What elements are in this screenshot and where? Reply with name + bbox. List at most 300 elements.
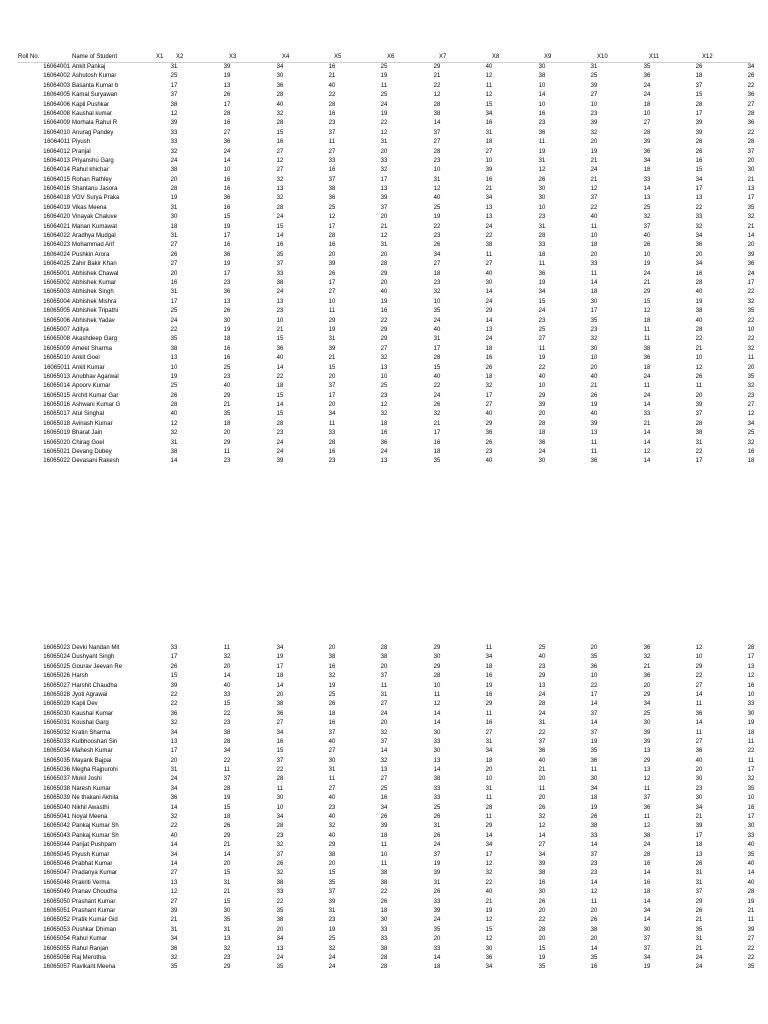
score-cell-x5: 24 — [380, 710, 388, 717]
score-cell-x3: 13 — [276, 945, 284, 952]
table-row — [18, 392, 755, 401]
student-name-cell: Naresh Kumar — [72, 785, 111, 792]
score-cell-x3: 22 — [276, 898, 284, 905]
score-cell-x10: 19 — [643, 261, 651, 268]
score-cell-x8: 29 — [538, 673, 546, 680]
score-cell-x10: 33 — [643, 176, 651, 183]
score-cell-x2: 23 — [223, 279, 231, 286]
score-cell-x12: 11 — [747, 917, 755, 924]
score-cell-x3: 38 — [276, 701, 284, 708]
score-cell-x2: 16 — [223, 345, 231, 352]
score-cell-x3: 34 — [276, 729, 284, 736]
score-cell-x12: 13 — [747, 186, 755, 193]
score-cell-x5: 37 — [380, 204, 388, 211]
header-x7: X7 — [439, 54, 447, 60]
table-row — [18, 672, 755, 681]
score-cell-x9: 35 — [590, 654, 598, 661]
score-cell-x7: 18 — [485, 345, 493, 352]
score-cell-x12: 22 — [747, 82, 755, 89]
score-cell-x12: 18 — [747, 729, 755, 736]
score-cell-x10: 36 — [643, 355, 651, 362]
score-cell-x8: 28 — [538, 233, 546, 240]
score-cell-x12: 36 — [747, 261, 755, 268]
score-cell-x11: 21 — [695, 945, 703, 952]
score-cell-x6: 39 — [433, 907, 441, 914]
score-cell-x11: 36 — [695, 748, 703, 755]
table-row — [18, 288, 755, 297]
score-cell-x10: 21 — [643, 420, 651, 427]
roll-number-cell: 16065001 — [43, 270, 70, 277]
score-cell-x3: 22 — [276, 767, 284, 774]
score-cell-x6: 24 — [433, 917, 441, 924]
score-cell-x11: 28 — [695, 326, 703, 333]
score-cell-x12: 20 — [747, 242, 755, 249]
score-cell-x8: 28 — [538, 420, 546, 427]
score-cell-x7: 27 — [485, 261, 493, 268]
student-name-cell: Pratik Kumar Gid — [72, 917, 118, 924]
score-cell-x1: 22 — [170, 691, 178, 698]
score-cell-x7: 12 — [485, 92, 493, 99]
score-cell-x4: 31 — [328, 767, 336, 774]
roll-number-cell: 16065033 — [43, 738, 70, 745]
score-cell-x7: 34 — [485, 110, 493, 117]
score-cell-x1: 31 — [170, 204, 178, 211]
score-cell-x11: 12 — [695, 645, 703, 651]
score-cell-x4: 33 — [328, 157, 336, 164]
score-cell-x12: 19 — [747, 898, 755, 905]
score-cell-x5: 25 — [380, 383, 388, 390]
roll-number-cell: 16065024 — [43, 654, 70, 661]
header-x11: X11 — [649, 54, 660, 60]
score-cell-x4: 28 — [328, 439, 336, 446]
score-cell-x5: 12 — [380, 233, 388, 240]
score-cell-x2: 32 — [223, 945, 231, 952]
score-cell-x11: 10 — [695, 355, 703, 362]
score-cell-x10: 18 — [643, 364, 651, 371]
table-row — [18, 270, 755, 279]
student-name-cell: Aradhya Mudgal — [72, 233, 116, 240]
score-cell-x5: 16 — [380, 308, 388, 315]
roll-number-cell: 16065046 — [43, 860, 70, 867]
score-cell-x4: 20 — [328, 251, 336, 258]
score-cell-x12: 11 — [747, 355, 755, 362]
table-row — [18, 185, 755, 194]
score-cell-x12: 14 — [747, 870, 755, 877]
score-cell-x2: 37 — [223, 776, 231, 783]
score-cell-x9: 17 — [590, 308, 598, 315]
table-row — [18, 241, 755, 250]
score-cell-x3: 26 — [276, 860, 284, 867]
student-name-cell: Parijat Pushpam — [72, 842, 117, 849]
score-cell-x12: 17 — [747, 814, 755, 821]
score-cell-x2: 29 — [223, 832, 231, 839]
score-cell-x1: 20 — [170, 270, 178, 277]
table-row — [18, 851, 755, 860]
score-cell-x11: 31 — [695, 870, 703, 877]
score-cell-x4: 29 — [328, 842, 336, 849]
score-cell-x2: 19 — [223, 795, 231, 802]
score-cell-x5: 22 — [380, 317, 388, 324]
roll-number-cell: 16065002 — [43, 279, 70, 286]
score-cell-x8: 10 — [538, 82, 546, 89]
score-cell-x4: 23 — [328, 804, 336, 811]
score-cell-x7: 39 — [485, 167, 493, 174]
score-cell-x6: 29 — [433, 663, 441, 670]
score-cell-x6: 31 — [433, 336, 441, 343]
score-cell-x1: 36 — [170, 795, 178, 802]
score-cell-x12: 17 — [747, 767, 755, 774]
table-row — [18, 110, 755, 119]
header-x8: X8 — [492, 54, 500, 60]
score-cell-x11: 24 — [695, 954, 703, 961]
score-cell-x1: 10 — [170, 364, 178, 371]
score-cell-x5: 29 — [380, 270, 388, 277]
score-cell-x3: 34 — [276, 814, 284, 821]
score-cell-x8: 16 — [538, 879, 546, 886]
roll-number-cell: 16065057 — [43, 964, 70, 971]
score-cell-x5: 19 — [380, 110, 388, 117]
score-cell-x10: 21 — [643, 663, 651, 670]
score-cell-x9: 25 — [590, 73, 598, 80]
score-cell-x6: 21 — [433, 73, 441, 80]
score-cell-x9: 39 — [590, 120, 598, 127]
score-cell-x4: 37 — [328, 383, 336, 390]
roll-number-cell: 16065047 — [43, 870, 70, 877]
score-cell-x1: 36 — [170, 945, 178, 952]
score-cell-x6: 28 — [433, 148, 441, 155]
score-cell-x9: 12 — [590, 889, 598, 896]
score-cell-x8: 10 — [538, 204, 546, 211]
table-row — [18, 194, 755, 203]
score-cell-x12: 33 — [747, 832, 755, 839]
score-cell-x5: 31 — [380, 139, 388, 146]
roll-number-cell: 16065056 — [43, 954, 70, 961]
score-cell-x1: 24 — [170, 776, 178, 783]
score-cell-x6: 33 — [433, 738, 441, 745]
score-cell-x3: 27 — [276, 148, 284, 155]
score-cell-x8: 36 — [538, 439, 546, 446]
score-cell-x10: 18 — [643, 167, 651, 174]
score-cell-x3: 36 — [276, 345, 284, 352]
score-cell-x1: 37 — [170, 92, 178, 99]
score-cell-x10: 39 — [643, 139, 651, 146]
score-cell-x2: 29 — [223, 964, 231, 971]
score-cell-x10: 33 — [643, 411, 651, 418]
score-cell-x5: 12 — [380, 129, 388, 136]
score-cell-x2: 36 — [223, 195, 231, 202]
score-cell-x10: 24 — [643, 82, 651, 89]
score-cell-x7: 32 — [485, 383, 493, 390]
score-cell-x3: 37 — [276, 261, 284, 268]
table-row — [18, 954, 755, 963]
score-cell-x11: 20 — [695, 251, 703, 258]
score-cell-x7: 29 — [485, 308, 493, 315]
score-cell-x11: 30 — [695, 795, 703, 802]
score-cell-x10: 13 — [643, 767, 651, 774]
score-cell-x5: 10 — [380, 373, 388, 380]
table-row — [18, 775, 755, 784]
score-cell-x3: 13 — [276, 298, 284, 305]
header-roll: Roll No. — [18, 54, 40, 60]
score-cell-x11: 26 — [695, 139, 703, 146]
student-name-cell: VGV Surya Praka — [72, 195, 120, 202]
score-cell-x8: 33 — [538, 242, 546, 249]
score-cell-x4: 16 — [328, 449, 336, 456]
score-cell-x2: 38 — [223, 729, 231, 736]
score-cell-x2: 35 — [223, 917, 231, 924]
score-cell-x10: 20 — [643, 682, 651, 689]
score-cell-x8: 31 — [538, 157, 546, 164]
score-cell-x8: 29 — [538, 392, 546, 399]
score-cell-x11: 39 — [695, 129, 703, 136]
score-cell-x8: 11 — [538, 785, 546, 792]
score-cell-x12: 27 — [747, 936, 755, 943]
student-name-cell: Noyal Meena — [72, 814, 108, 821]
student-name-cell: Basanta Kumar b — [72, 82, 119, 89]
score-cell-x12: 13 — [747, 663, 755, 670]
score-cell-x3: 24 — [276, 439, 284, 446]
score-cell-x12: 21 — [747, 223, 755, 230]
score-cell-x12: 22 — [747, 336, 755, 343]
score-cell-x3: 16 — [276, 139, 284, 146]
score-cell-x5: 12 — [380, 402, 388, 409]
roll-number-cell: 16065037 — [43, 776, 70, 783]
score-cell-x10: 36 — [643, 804, 651, 811]
score-cell-x5: 30 — [380, 917, 388, 924]
score-cell-x11: 18 — [695, 73, 703, 80]
score-cell-x11: 31 — [695, 936, 703, 943]
score-cell-x5: 13 — [380, 186, 388, 193]
score-cell-x3: 35 — [276, 251, 284, 258]
score-cell-x2: 18 — [223, 814, 231, 821]
score-cell-x10: 14 — [643, 870, 651, 877]
score-cell-x7: 26 — [485, 364, 493, 371]
table-row — [18, 420, 755, 429]
student-name-cell: Zahir Bakir Khan — [72, 261, 117, 268]
score-cell-x6: 26 — [433, 242, 441, 249]
table-row — [18, 747, 755, 756]
score-cell-x4: 19 — [328, 682, 336, 689]
score-cell-x2: 27 — [223, 129, 231, 136]
score-cell-x5: 25 — [380, 785, 388, 792]
score-cell-x8: 21 — [538, 767, 546, 774]
score-cell-x12: 32 — [747, 776, 755, 783]
score-cell-x8: 24 — [538, 710, 546, 717]
score-cell-x1: 39 — [170, 682, 178, 689]
score-cell-x5: 27 — [380, 701, 388, 708]
score-cell-x6: 23 — [433, 233, 441, 240]
score-cell-x7: 30 — [485, 279, 493, 286]
score-cell-x2: 29 — [223, 439, 231, 446]
score-cell-x6: 33 — [433, 945, 441, 952]
score-cell-x9: 18 — [590, 242, 598, 249]
score-cell-x8: 16 — [538, 110, 546, 117]
score-cell-x5: 18 — [380, 832, 388, 839]
score-cell-x8: 35 — [538, 964, 546, 971]
score-cell-x1: 16 — [170, 279, 178, 286]
score-cell-x9: 11 — [590, 270, 598, 277]
score-cell-x5: 11 — [380, 842, 388, 849]
score-cell-x7: 16 — [485, 691, 493, 698]
score-cell-x11: 30 — [695, 776, 703, 783]
score-cell-x4: 37 — [328, 729, 336, 736]
score-cell-x7: 29 — [485, 701, 493, 708]
score-cell-x4: 40 — [328, 795, 336, 802]
score-cell-x9: 19 — [590, 148, 598, 155]
score-cell-x6: 18 — [433, 270, 441, 277]
score-cell-x10: 21 — [643, 279, 651, 286]
score-cell-x6: 19 — [433, 214, 441, 221]
score-cell-x5: 16 — [380, 795, 388, 802]
score-cell-x8: 24 — [538, 449, 546, 456]
score-cell-x6: 25 — [433, 204, 441, 211]
score-cell-x12: 24 — [747, 270, 755, 277]
score-cell-x1: 12 — [170, 889, 178, 896]
score-cell-x11: 29 — [695, 898, 703, 905]
score-cell-x4: 23 — [328, 917, 336, 924]
score-cell-x6: 31 — [433, 879, 441, 886]
score-cell-x5: 20 — [380, 251, 388, 258]
score-cell-x7: 16 — [485, 120, 493, 127]
score-cell-x2: 23 — [223, 458, 231, 465]
score-cell-x7: 12 — [485, 917, 493, 924]
score-cell-x7: 12 — [485, 73, 493, 80]
score-cell-x11: 23 — [695, 785, 703, 792]
score-cell-x10: 19 — [643, 964, 651, 971]
score-cell-x9: 40 — [590, 373, 598, 380]
table-row — [18, 101, 755, 110]
roll-number-cell: 16065045 — [43, 851, 70, 858]
score-cell-x3: 14 — [276, 402, 284, 409]
score-cell-x1: 17 — [170, 654, 178, 661]
score-cell-x12: 16 — [747, 682, 755, 689]
roll-number-cell: 16064013 — [43, 157, 70, 164]
score-cell-x5: 13 — [380, 767, 388, 774]
score-cell-x1: 33 — [170, 139, 178, 146]
score-cell-x9: 32 — [590, 129, 598, 136]
score-cell-x8: 26 — [538, 804, 546, 811]
score-cell-x2: 39 — [223, 64, 231, 70]
roll-number-cell: 16065003 — [43, 289, 70, 296]
score-cell-x3: 19 — [276, 654, 284, 661]
score-cell-x2: 40 — [223, 383, 231, 390]
score-cell-x4: 21 — [328, 73, 336, 80]
score-cell-x11: 39 — [695, 402, 703, 409]
score-cell-x1: 34 — [170, 785, 178, 792]
score-cell-x12: 22 — [747, 945, 755, 952]
table-row — [18, 860, 755, 869]
score-cell-x9: 30 — [590, 776, 598, 783]
score-cell-x5: 29 — [380, 326, 388, 333]
score-cell-x6: 16 — [433, 439, 441, 446]
score-cell-x5: 21 — [380, 223, 388, 230]
score-cell-x1: 31 — [170, 926, 178, 933]
score-cell-x5: 17 — [380, 176, 388, 183]
score-cell-x2: 13 — [223, 936, 231, 943]
score-cell-x10: 34 — [643, 907, 651, 914]
roll-number-cell: 16064016 — [43, 186, 70, 193]
score-cell-x7: 10 — [485, 157, 493, 164]
student-name-cell: Nikhil Awasthi — [72, 804, 109, 811]
student-name-cell: Harsh — [72, 673, 89, 680]
score-cell-x8: 36 — [538, 748, 546, 755]
table-row — [18, 82, 755, 91]
score-cell-x5: 36 — [380, 439, 388, 446]
score-cell-x9: 26 — [590, 814, 598, 821]
score-cell-x9: 20 — [590, 907, 598, 914]
score-cell-x2: 18 — [223, 336, 231, 343]
score-cell-x7: 13 — [485, 214, 493, 221]
score-cell-x7: 22 — [485, 879, 493, 886]
student-name-cell: Pushkar Dhiman — [72, 926, 117, 933]
score-cell-x8: 25 — [538, 326, 546, 333]
roll-number-cell: 16064025 — [43, 261, 70, 268]
score-cell-x12: 22 — [747, 289, 755, 296]
score-cell-x5: 22 — [380, 889, 388, 896]
student-name-cell: Jyoti Agrawal — [72, 691, 108, 698]
score-cell-x10: 10 — [643, 251, 651, 258]
table-row — [18, 448, 755, 457]
score-cell-x4: 37 — [328, 176, 336, 183]
score-cell-x11: 22 — [695, 449, 703, 456]
score-cell-x9: 11 — [590, 439, 598, 446]
score-cell-x3: 34 — [276, 64, 284, 70]
score-cell-x9: 33 — [590, 832, 598, 839]
roll-number-cell: 16065036 — [43, 767, 70, 774]
table-row — [18, 898, 755, 907]
score-cell-x8: 34 — [538, 851, 546, 858]
score-cell-x5: 34 — [380, 804, 388, 811]
score-cell-x4: 20 — [328, 860, 336, 867]
score-cell-x2: 19 — [223, 326, 231, 333]
score-cell-x11: 14 — [695, 720, 703, 727]
table-section-bottom — [18, 644, 755, 973]
score-cell-x2: 21 — [223, 889, 231, 896]
score-cell-x12: 14 — [747, 233, 755, 240]
score-cell-x2: 31 — [223, 879, 231, 886]
score-cell-x12: 27 — [747, 101, 755, 108]
score-cell-x4: 19 — [328, 326, 336, 333]
score-cell-x9: 10 — [590, 101, 598, 108]
table-row — [18, 822, 755, 831]
score-cell-x11: 29 — [695, 663, 703, 670]
score-cell-x7: 40 — [485, 64, 493, 70]
student-name-cell: Pankaj Kumar Sh — [72, 832, 119, 839]
score-cell-x4: 38 — [328, 654, 336, 661]
score-cell-x11: 34 — [695, 176, 703, 183]
score-cell-x9: 37 — [590, 710, 598, 717]
score-cell-x10: 26 — [643, 242, 651, 249]
score-cell-x5: 20 — [380, 214, 388, 221]
score-cell-x1: 22 — [170, 701, 178, 708]
header-x1: X1 — [156, 54, 164, 60]
score-cell-x1: 38 — [170, 345, 178, 352]
score-cell-x7: 17 — [485, 851, 493, 858]
score-cell-x9: 30 — [590, 298, 598, 305]
score-cell-x3: 28 — [276, 204, 284, 211]
score-cell-x11: 26 — [695, 907, 703, 914]
student-name-cell: Devang Dubey — [72, 449, 112, 456]
score-cell-x2: 22 — [223, 757, 231, 764]
score-cell-x1: 12 — [170, 420, 178, 427]
score-cell-x5: 19 — [380, 73, 388, 80]
score-cell-x5: 13 — [380, 364, 388, 371]
score-cell-x4: 22 — [328, 92, 336, 99]
score-cell-x2: 36 — [223, 139, 231, 146]
score-cell-x9: 14 — [590, 879, 598, 886]
score-cell-x1: 32 — [170, 954, 178, 961]
score-cell-x6: 14 — [433, 954, 441, 961]
